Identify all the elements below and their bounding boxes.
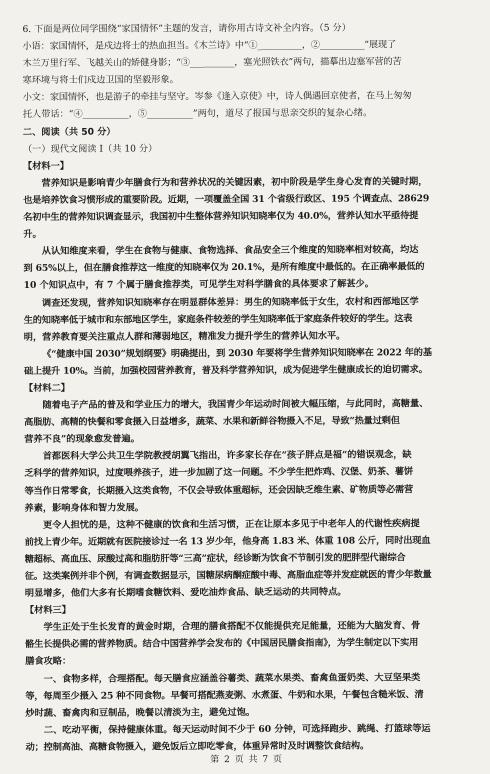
page-number: 第 2 页 共 7 页 [210, 754, 284, 766]
paragraph-line: 升。 [23, 229, 42, 241]
paragraph-line: 生的知晓率低于城市和东部地区学生，家庭条件较差的学生知晓率低于家庭条件较好的学生。这表 [23, 312, 413, 326]
paragraph-line: 到 65%以上，但在膳食推荐这一维度的知晓率仅为 20.1%，是所有维度中最低的。在正确率最低的 [23, 261, 425, 275]
paragraph-line: 等，每周至少摄入 25 种不同食物。早餐可搭配燕麦粥、水煮蛋、牛奶和水果，午餐包含糙米饭、清 [25, 688, 424, 702]
paragraph-line: 10 个知识点中，有 7 个属于膳食推荐类，可见学生对科学膳食的具体要求了解甚少。 [23, 278, 374, 292]
paragraph-line: 营养知识是影响青少年膳食行为和营养状况的关键因素，初中阶段是学生身心发育的关键时期， [41, 176, 428, 189]
paragraph-line: 动；控制高油、高糖食物摄入，避免饭后立即吃零食，体重异常时及时调整饮食结构。 [25, 740, 370, 753]
paragraph-line: 一、食物多样，合理搭配。每天膳食应涵盖谷薯类、蔬菜水果类、畜禽鱼蛋奶类、大豆坚果类 [43, 671, 421, 685]
paragraph-line: 更令人担忧的是，这种不健康的饮食和生活习惯，正在让原本多见于中老年人的代谢性疾病提 [42, 517, 420, 531]
paragraph-line: 也是培养饮食习惯形成的重要阶段。近期，一项覆盖全国 31 个省级行政区、195 个调查点、28629 [23, 193, 430, 206]
paragraph-line: 征。这类案例并非个例，有调查数据显示，国糖尿病酮症酸中毒、高脂血症等并发症就医的青少年数量 [24, 569, 432, 582]
paragraph-line: 养素，影响身体和智力发展。 [24, 502, 144, 514]
paragraph-line: 明，营养教育要关注重点人群和薄弱地区，精准发力提升学生的营养认知水平。 [23, 330, 346, 343]
question-6-line: 小语：家国情怀，是戍边将士的热血担当。《木兰诗》中“①__________，②__________”展现了 [22, 39, 397, 53]
paragraph-line: 首都医科大学公共卫生学院教授胡翼飞指出，许多家长存在“孩子胖点是福”的错误观念，缺 [42, 449, 412, 463]
paragraph-line: 营养不良”的现象愈发普遍。 [24, 433, 140, 446]
paragraph-line: 乏科学的营养知识，过度喂养孩子，进一步加剧了这一问题。不少学生把炸鸡、汉堡、奶茶、薯饼 [24, 466, 414, 480]
paragraph-line: 调查还发现，营养知识知晓率存在明显群体差异：男生的知晓率低于女生，农村和西部地区学 [41, 295, 419, 309]
paragraph-line: 《“健康中国 2030”规划纲要》明确提出，到 2030 年要将学生营养知识知晓率在 2022 年的基 [42, 346, 432, 360]
question-6-line: 木兰万里行军、飞越关山的矫健身影；“③__________，塞光照铁衣”两句，描摹出边塞军营的苦 [22, 56, 402, 70]
question-6-line: 托人带话：“④__________，⑤__________”两句，道尽了报国与思亲交织的复杂心绪。 [22, 107, 373, 121]
paragraph-line: 前找上青少年。近期就有医院接诊过一名 13 岁少年，他身高 1.83 米、体重 108 公斤，同时出现血 [24, 535, 431, 548]
paragraph-line: 高脂肪、高精的快餐和零食摄入日益增多，蔬菜、水果和新鲜谷物摄入不足，导致“热量过剩但 [24, 415, 400, 429]
paragraph-line: 骼生长提供必需的营养物质。结合中国营养学会发布的《中国居民膳食指南》，为学生制定以下实用 [25, 637, 419, 651]
paragraph-line: 等当作日常零食，长期摄入这类食物，不仅会导致体重超标，还会因缺乏维生素、矿物质等必需营 [24, 483, 414, 497]
paragraph-line: 明显增多，他们大多有长期嗜食糖饮料、爱吃油炸食品、缺乏运动的共同特点。 [24, 586, 347, 600]
paragraph-line: 随着电子产品的普及和学业压力的增大，我国青少年运动时间被大幅压缩，与此同时，高糖量、 [42, 398, 429, 411]
section-heading: 二、阅读（共 50 分） [22, 126, 116, 138]
paragraph-line: 础上提升 10%。当前，加强校园营养教育，普及科学营养知识，成为促进学生健康成长的迫切需求。 [23, 364, 428, 377]
subsection-heading: （一）现代文阅读 I（共 10 分） [22, 143, 158, 155]
material-heading: 【材料一】 [23, 160, 69, 172]
paragraph-line: 名初中生的营养知识调查显示，我国初中生整体营养知识知晓率仅为 40.0%，营养认知水平亟待提 [23, 210, 419, 223]
material-heading: 【材料二】 [23, 382, 70, 394]
paragraph-line: 炒时蔬、畜禽肉和豆制品，晚餐以清淡为主，避免过饱。 [25, 706, 256, 719]
paragraph-line: 糖超标、高血压、尿酸过高和脂肪肝等“三高”症状，经诊断为饮食不节制引发的肥胖型代谢综合 [24, 552, 406, 565]
paragraph-line: 膳食攻略： [25, 656, 72, 668]
paragraph-line: 从认知维度来看，学生在食物与健康、食物选择、食品安全三个维度的知晓率相对较高，均达 [41, 244, 419, 258]
material-heading: 【材料三】 [24, 604, 71, 617]
paragraph-line: 二、吃动平衡，保持健康体重。每天运动时间不少于 60 分钟，可选择跑步、跳绳、打篮球等运 [43, 723, 431, 736]
question-6-line: 寒环境与将士们戍边卫国的坚毅形象。 [22, 74, 179, 87]
question-6-prompt: 6. 下面是两位同学围绕“家国情怀”主题的发言，请你用古诗文补全内容。（5 分） [22, 22, 351, 35]
paragraph-line: 学生正处于生长发育的黄金时期，合理的膳食搭配不仅能提供充足能量，还能为大脑发育、骨 [43, 620, 421, 634]
question-6-line: 小文：家国情怀，也是游子的牵挂与坚守。岑参《逢入京使》中，诗人偶遇回京使者，在马上匆匆 [22, 90, 412, 104]
